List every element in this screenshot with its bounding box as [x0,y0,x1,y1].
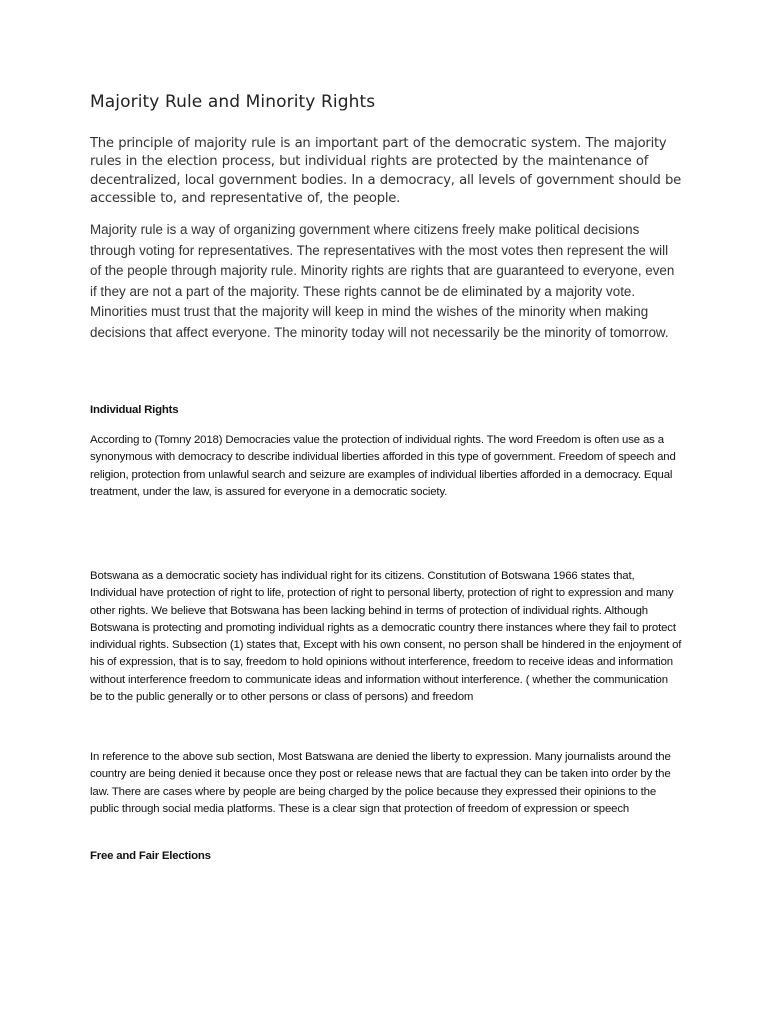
intro-paragraph: The principle of majority rule is an important part of the democratic system. The majority rules in the election process, but individual rights are protected by the maintenance of decentralized, local government bodies. In a democracy, all levels of government should be accessible to, and representative of, the people. [90,136,682,207]
individual-rights-paragraph-3: In reference to the above sub section, Most Batswana are denied the liberty to expression. Many journalists around the country are being denied it because once they post or release news that are factual they can be taken into order by the law. There are cases where by people are being charged by the police because they expressed their opinions to the public through social media platforms. These is a clear sign that protection of freedom of expression or speech [90,751,671,815]
page-title: Majority Rule and Minority Rights [90,92,376,112]
individual-rights-paragraph-2: Botswana as a democratic society has individual right for its citizens. Constitution of Botswana 1966 states that, Individual have protection of right to life, protection of right to personal liberty, protection of right to expression and many other rights. We believe that Botswana has been lacking behind in terms of protection of individual rights. Although Botswana is protecting and promoting individual rights as a democratic country there instances where they fail to protect individual rights. Subsection (1) states that, Except with his own consent, no person shall be hindered in the enjoyment of his of expression, that is to say, freedom to hold opinions without interference, freedom to receive ideas and information without interference freedom to communicate ideas and information without interference. ( whether the communication be to the public generally or to other persons or class of persons) and freedom [90,570,682,704]
majority-rule-paragraph: Majority rule is a way of organizing government where citizens freely make political decisions through voting for representatives. The representatives with the most votes then represent the will of the people through majority rule. Minority rights are rights that are guaranteed to everyone, even if they are not a part of the majority. These rights cannot be de eliminated by a majority vote. Minorities must trust that the majority will keep in mind the wishes of the minority when making decisions that affect everyone. The minority today will not necessarily be the minority of tomorrow. [90,222,675,340]
section-heading-free-fair-elections: Free and Fair Elections [90,850,211,862]
individual-rights-paragraph-1: According to (Tomny 2018) Democracies value the protection of individual rights. The word Freedom is often use as a synonymous with democracy to describe individual liberties afforded in this type of government. Freedom of speech and religion, protection from unlawful search and seizure are examples of individual liberties afforded in a democracy. Equal treatment, under the law, is assured for everyone in a democratic society. [90,434,676,498]
section-heading-individual-rights: Individual Rights [90,404,179,416]
